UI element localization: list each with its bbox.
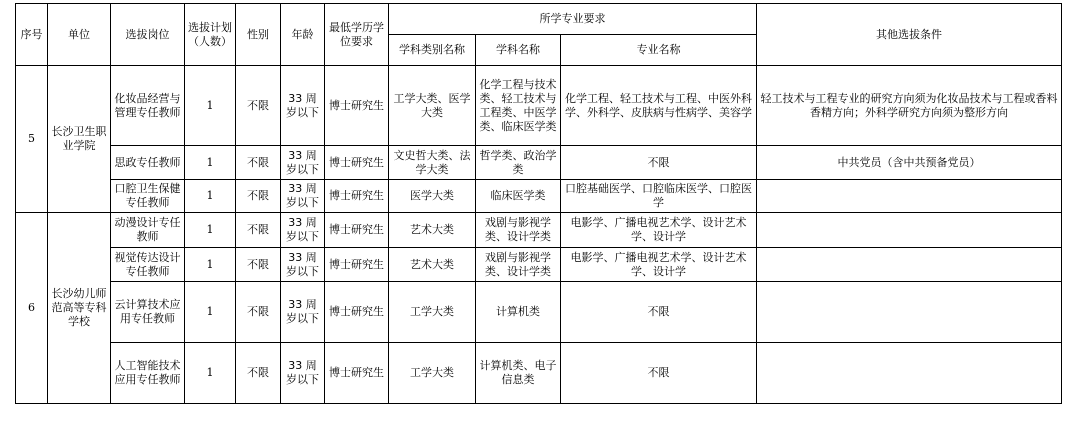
table-row (16, 282, 1062, 343)
subject-category-cell: 医学大类 (389, 180, 476, 213)
other-conditions-cell (757, 248, 1062, 282)
header-other-conditions: 其他选拔条件 (757, 4, 1062, 66)
table-row (16, 248, 1062, 282)
plan-cell: 1 (185, 343, 236, 404)
post-cell: 云计算技术应用专任教师 (111, 282, 185, 343)
gender-cell: 不限 (236, 343, 281, 404)
age-cell: 33 周岁以下 (281, 180, 325, 213)
plan-cell: 1 (185, 248, 236, 282)
plan-cell: 1 (185, 146, 236, 180)
age-cell: 33 周岁以下 (281, 213, 325, 248)
header-gender: 性别 (236, 4, 281, 66)
gender-cell: 不限 (236, 248, 281, 282)
plan-cell: 1 (185, 66, 236, 146)
other-conditions-cell: 轻工技术与工程专业的研究方向须为化妆品技术与工程或香料香精方向；外科学研究方向须为整形方向 (757, 66, 1062, 146)
seq-cell: 5 (16, 66, 48, 213)
age-cell: 33 周岁以下 (281, 146, 325, 180)
header-subject-category: 学科类别名称 (389, 35, 476, 66)
post-cell: 人工智能技术应用专任教师 (111, 343, 185, 404)
gender-cell: 不限 (236, 282, 281, 343)
seq-cell: 6 (16, 213, 48, 404)
age-cell: 33 周岁以下 (281, 282, 325, 343)
education-cell: 博士研究生 (325, 180, 389, 213)
subject-category-cell: 文史哲大类、法学大类 (389, 146, 476, 180)
plan-cell: 1 (185, 282, 236, 343)
recruitment-table (15, 3, 1062, 404)
major-name-cell: 不限 (561, 146, 757, 180)
subject-category-cell: 工学大类、医学大类 (389, 66, 476, 146)
other-conditions-cell (757, 213, 1062, 248)
table-row (16, 343, 1062, 404)
other-conditions-cell (757, 180, 1062, 213)
header-seq: 序号 (16, 4, 48, 66)
other-conditions-cell: 中共党员（含中共预备党员） (757, 146, 1062, 180)
education-cell: 博士研究生 (325, 146, 389, 180)
age-cell: 33 周岁以下 (281, 248, 325, 282)
subject-name-cell: 临床医学类 (476, 180, 561, 213)
major-name-cell: 口腔基础医学、口腔临床医学、口腔医学 (561, 180, 757, 213)
major-name-cell: 电影学、广播电视艺术学、设计艺术学、设计学 (561, 213, 757, 248)
table-row (16, 180, 1062, 213)
plan-cell: 1 (185, 213, 236, 248)
table-row (16, 213, 1062, 248)
unit-cell: 长沙幼儿师范高等专科学校 (48, 213, 111, 404)
gender-cell: 不限 (236, 146, 281, 180)
post-cell: 动漫设计专任教师 (111, 213, 185, 248)
age-cell: 33 周岁以下 (281, 66, 325, 146)
header-major-name: 专业名称 (561, 35, 757, 66)
subject-name-cell: 戏剧与影视学类、设计学类 (476, 248, 561, 282)
age-cell: 33 周岁以下 (281, 343, 325, 404)
header-unit: 单位 (48, 4, 111, 66)
major-name-cell: 电影学、广播电视艺术学、设计艺术学、设计学 (561, 248, 757, 282)
post-cell: 口腔卫生保健专任教师 (111, 180, 185, 213)
major-name-cell: 化学工程、轻工技术与工程、中医外科学、外科学、皮肤病与性病学、美容学 (561, 66, 757, 146)
subject-category-cell: 艺术大类 (389, 248, 476, 282)
gender-cell: 不限 (236, 213, 281, 248)
education-cell: 博士研究生 (325, 66, 389, 146)
post-cell: 思政专任教师 (111, 146, 185, 180)
subject-name-cell: 戏剧与影视学类、设计学类 (476, 213, 561, 248)
header-plan: 选拔计划（人数） (185, 4, 236, 66)
subject-name-cell: 哲学类、政治学类 (476, 146, 561, 180)
subject-category-cell: 工学大类 (389, 282, 476, 343)
education-cell: 博士研究生 (325, 282, 389, 343)
other-conditions-cell (757, 343, 1062, 404)
gender-cell: 不限 (236, 180, 281, 213)
unit-cell: 长沙卫生职业学院 (48, 66, 111, 213)
plan-cell: 1 (185, 180, 236, 213)
table-row (16, 146, 1062, 180)
header-major-requirements: 所学专业要求 (389, 4, 757, 35)
subject-name-cell: 计算机类、电子信息类 (476, 343, 561, 404)
header-education: 最低学历学位要求 (325, 4, 389, 66)
major-name-cell: 不限 (561, 282, 757, 343)
gender-cell: 不限 (236, 66, 281, 146)
subject-category-cell: 工学大类 (389, 343, 476, 404)
header-post: 选拔岗位 (111, 4, 185, 66)
recruitment-table-container (15, 3, 1062, 404)
post-cell: 化妆品经营与管理专任教师 (111, 66, 185, 146)
other-conditions-cell (757, 282, 1062, 343)
table-row (16, 66, 1062, 146)
education-cell: 博士研究生 (325, 343, 389, 404)
subject-name-cell: 计算机类 (476, 282, 561, 343)
post-cell: 视觉传达设计专任教师 (111, 248, 185, 282)
subject-name-cell: 化学工程与技术类、轻工技术与工程类、中医学类、临床医学类 (476, 66, 561, 146)
education-cell: 博士研究生 (325, 213, 389, 248)
major-name-cell: 不限 (561, 343, 757, 404)
header-age: 年龄 (281, 4, 325, 66)
education-cell: 博士研究生 (325, 248, 389, 282)
subject-category-cell: 艺术大类 (389, 213, 476, 248)
header-subject-name: 学科名称 (476, 35, 561, 66)
